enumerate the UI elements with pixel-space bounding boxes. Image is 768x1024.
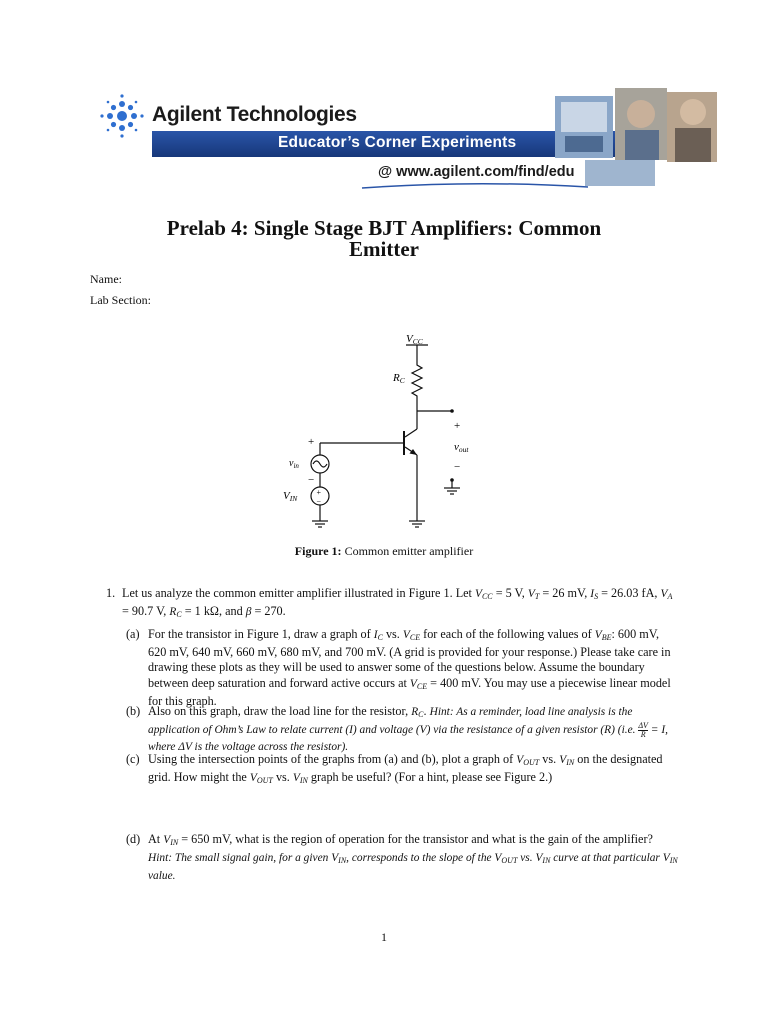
figure-caption [0,544,768,559]
question-1d-label: (d) [126,832,141,846]
dc-source-minus: − [316,497,322,506]
common-emitter-circuit-diagram [270,325,500,535]
resistor-rc [412,361,422,411]
website-url[interactable]: @ www.agilent.com/find/edu [378,164,575,180]
question-1 [106,586,682,622]
vout-terminal [450,409,454,413]
lab-section-label: Lab Section: [90,293,151,307]
rc-label: R [393,372,400,384]
vcc-label: V [406,333,413,345]
svg-text:vin: $v_{in}$ [289,458,299,470]
figure-caption-text: Common emitter amplifier [344,544,474,558]
vout-minus: − [454,461,461,473]
page-number: 1 [381,930,387,944]
question-1c-label: (c) [126,752,140,766]
brand-name: Agilent Technologies [152,103,357,126]
question-1a: (a) For the transistor in Figure 1, draw a graph of IC vs. VCE for each of the following values of VBE: 600 mV, 620 mV, 640 mV, 660 mV, 680 mV, and 700 mV. (A grid is provided for your response.) Please take care in drawing these plots as they will be used to answer some of the questions below. Assume the boundary between deep saturation and forward active occurs at VCE = 400 mV. You may use a piecewise linear model for this graph. [126,627,671,708]
ground-emitter [409,521,425,527]
emitter-arrow [410,449,418,455]
question-1a-label: (a) [126,627,140,641]
name-label: Name: [90,272,122,286]
vout-plus: + [454,420,461,432]
question-1b: (b) Also on this graph, draw the load line for the resistor, RC. Hint: As a reminder, load line analysis is the application of Ohm’s Law to relate current (I) and voltage (V) via the resistance of a given resistor (R) (i.e. $\frac{\Delta V}{R}$ = I, where ΔV is the voltage across the resistor). [126,704,668,754]
svg-text:VIN: VIN [283,490,298,503]
question-1b-label: (b) [126,704,141,718]
vin-minus: − [308,474,315,486]
question-1-text: Let us analyze the common emitter amplifier illustrated in Figure 1. Let VCC = 5 V, VT = 26 mV, IS = 26.03 fA, VA = 90.7 V, RC = 1 kΩ, and β = 270. [122,586,673,620]
svg-text:RC: RC [393,372,405,385]
svg-text:vout: vout [454,441,469,454]
vout-label: v [454,441,459,453]
ground-output [444,480,460,494]
question-1d: (d) At VIN = 650 mV, what is the region of operation for the transistor and what is the gain of the amplifier? Hint: The small signal gain, for a given VIN, corresponds to the slope of the VOUT vs. VIN curve at that particular VIN value. [126,832,678,883]
title-line-2: Emitter [349,237,419,261]
title-line-1: Prelab 4: Single Stage BJT Amplifiers: Common [166,216,602,240]
ground-terminal [450,478,454,482]
header-photo-collage [555,88,717,188]
ground-left [312,521,328,527]
agilent-spark-logo-icon [98,92,146,140]
question-1-number: 1. [106,586,116,600]
dc-source-plus: + [316,488,322,497]
vin-plus: + [308,436,315,448]
figure-caption-label: Figure 1: [294,544,342,558]
header-band-title: Educator’s Corner Experiments [278,134,517,151]
question-1c: (c) Using the intersection points of the graphs from (a) and (b), plot a graph of VOUT vs. VIN on the designated grid. How might the VOUT vs. VIN graph be useful? (For a hint, please see Figure 2.) [126,752,663,786]
vin-label: v [289,458,294,469]
svg-text:VCC: VCC [406,333,423,346]
dc-vin-label: V [283,490,290,502]
url-underline-swoosh [360,182,590,192]
page-title [84,218,684,260]
